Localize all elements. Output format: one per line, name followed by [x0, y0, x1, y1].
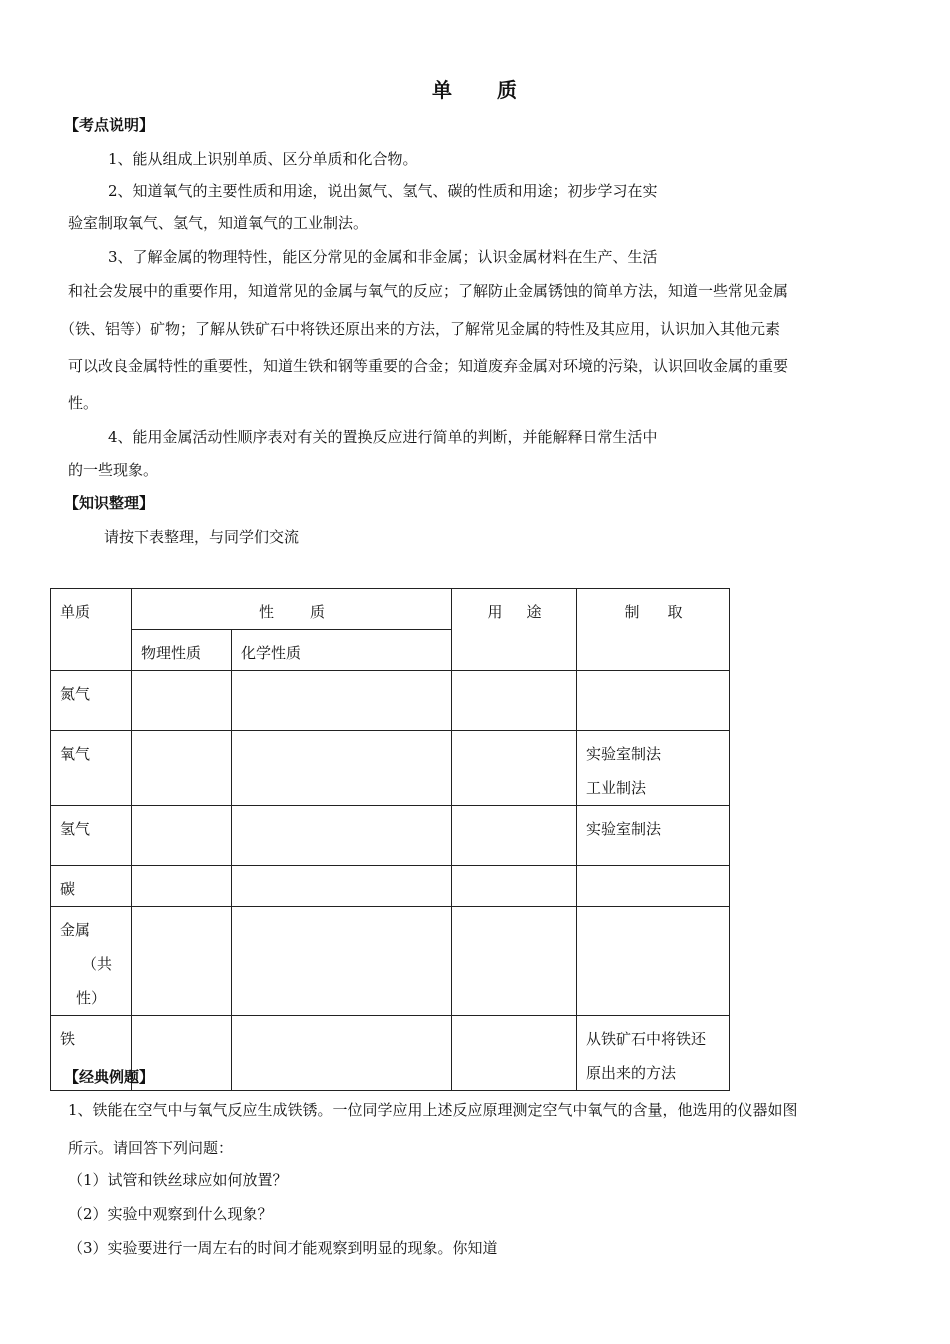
header-physical: 物理性质 — [132, 630, 232, 671]
row-prep — [577, 866, 730, 907]
row-prep: 实验室制法 工业制法 — [577, 731, 730, 806]
summary-table — [50, 588, 730, 1091]
question-1-line-1: 1、铁能在空气中与氧气反应生成铁锈。一位同学应用上述反应原理测定空气中氧气的含量，他选用的仪器如图 — [68, 1101, 798, 1119]
table-row — [51, 671, 730, 731]
exam-point-4-line-1: 4、能用金属活动性顺序表对有关的置换反应进行简单的判断，并能解释日常生活中 — [108, 428, 658, 446]
knowledge-intro: 请按下表整理，与同学们交流 — [104, 528, 300, 546]
exam-point-2-line-2: 验室制取氧气、氢气，知道氧气的工业制法。 — [68, 214, 369, 232]
header-substance: 单质 — [51, 589, 132, 671]
title-char-1: 单 — [432, 78, 453, 102]
header-preparation: 制 取 — [577, 589, 730, 671]
exam-point-3-line-5: 性。 — [68, 394, 99, 412]
row-name: 氧气 — [51, 731, 132, 806]
row-name: 氮气 — [51, 671, 132, 731]
header-chemical: 化学性质 — [232, 630, 452, 671]
row-name: 铁 — [51, 1016, 132, 1091]
exam-point-1: 1、能从组成上识别单质、区分单质和化合物。 — [108, 150, 418, 168]
section-heading-knowledge: 【知识整理】 — [64, 494, 155, 512]
row-prep: 实验室制法 — [577, 806, 730, 866]
question-1-sub-2: （2）实验中观察到什么现象？ — [68, 1205, 273, 1223]
row-prep — [577, 907, 730, 1016]
exam-point-2-line-1: 2、知道氧气的主要性质和用途，说出氮气、氢气、碳的性质和用途；初步学习在实 — [108, 182, 658, 200]
exam-point-3-line-1: 3、了解金属的物理特性，能区分常见的金属和非金属；认识金属材料在生产、生活 — [108, 248, 658, 266]
section-heading-examples: 【经典例题】 — [64, 1068, 155, 1086]
section-heading-exam-points: 【考点说明】 — [64, 116, 155, 134]
question-1-sub-1: （1）试管和铁丝球应如何放置？ — [68, 1171, 288, 1189]
exam-point-3-line-4: 可以改良金属特性的重要性，知道生铁和钢等重要的合金；知道废弃金属对环境的污染，认识回收金属的重要 — [68, 357, 789, 375]
row-name: 碳 — [51, 866, 132, 907]
row-prep — [577, 671, 730, 731]
exam-point-4-line-2: 的一些现象。 — [68, 461, 159, 479]
row-name: 氢气 — [51, 806, 132, 866]
table-row — [51, 731, 730, 806]
row-prep: 从铁矿石中将铁还 原出来的方法 — [577, 1016, 730, 1091]
title-char-2: 质 — [497, 78, 518, 102]
exam-point-3-line-3: （铁、铝等）矿物；了解从铁矿石中将铁还原出来的方法，了解常见金属的特性及其应用，认识加入其他元素 — [60, 320, 781, 338]
exam-point-3-line-2: 和社会发展中的重要作用，知道常见的金属与氧气的反应；了解防止金属锈蚀的简单方法，知道一些常见金属 — [68, 282, 789, 300]
question-1-line-2: 所示。请回答下列问题： — [68, 1139, 234, 1157]
table-row — [51, 866, 730, 907]
page-title — [0, 74, 950, 103]
row-name: 金属 （共 性） — [51, 907, 132, 1016]
header-properties: 性 质 — [132, 589, 452, 630]
question-1-sub-3: （3）实验要进行一周左右的时间才能观察到明显的现象。你知道 — [68, 1239, 498, 1257]
table-row — [51, 907, 730, 1016]
table-row — [51, 806, 730, 866]
header-uses: 用 途 — [452, 589, 577, 671]
